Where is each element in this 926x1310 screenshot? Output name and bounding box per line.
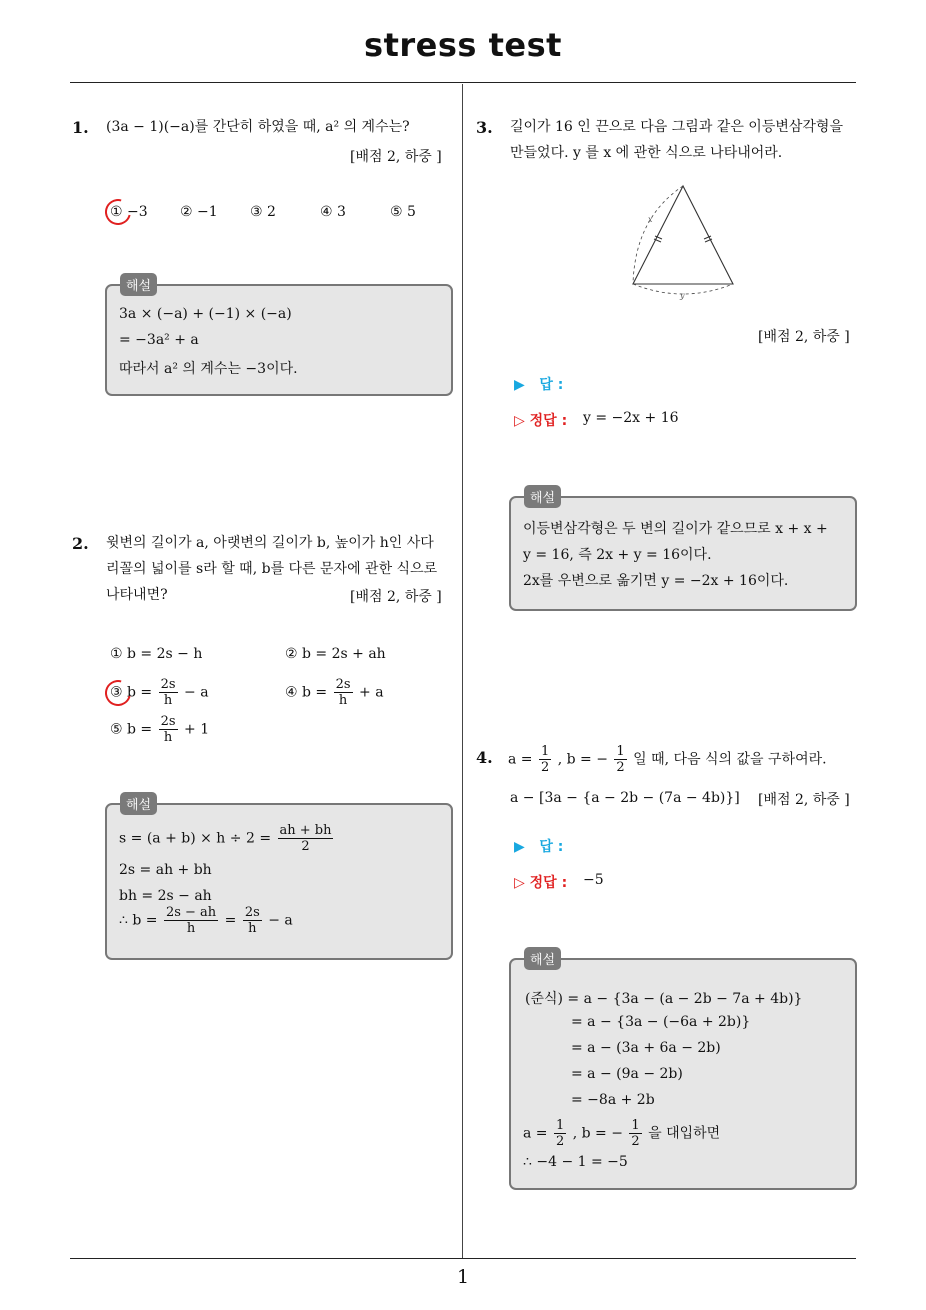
q3-solution-line: y = 16, 즉 2x + y = 16이다. [523,547,712,563]
denominator: 2 [301,839,310,854]
q2-solution-l1-prefix: s = (a + b) × h ÷ 2 = [119,830,272,847]
q3-solution-line: 2x를 우변으로 옮기면 y = −2x + 16이다. [523,573,789,589]
numerator: 1 [555,1118,565,1133]
q2-choice-5-prefix: ⑤ b = [110,721,153,738]
q4-rest: 일 때, 다음 식의 값을 구하여라. [633,751,827,768]
bottom-rule [70,1258,856,1259]
page-title: stress test [364,26,562,64]
q1-solution-box [105,284,453,396]
q1-choice-4[interactable]: ④ 3 [320,204,346,220]
play-icon: ▶ [514,839,525,855]
q1-choice-5[interactable]: ⑤ 5 [390,204,416,220]
q3-correct-value: y = −2x + 16 [583,410,679,426]
q3-correct-label: 정답 : [529,413,568,429]
q2-choice-3-prefix: ③ b = [110,684,153,701]
isosceles-triangle-figure [620,178,745,303]
q1-choice-1[interactable]: ① −3 [110,204,148,220]
q4-solution-l6-rest: 을 대입하면 [648,1125,721,1142]
q4-solution-line-2: = a − {3a − (−6a + 2b)} [571,1014,751,1030]
q2-solution-l4-fraction-2 [243,905,262,936]
outline-play-icon: ▷ [514,875,525,891]
numerator: 1 [631,1118,640,1133]
question-3-text-line: 길이가 16 인 끈으로 다음 그림과 같은 이등변삼각형을 [510,119,843,135]
q4-solution-line-6 [523,1118,720,1149]
q2-solution-line-4 [119,905,293,936]
numerator: 1 [540,744,550,759]
q4-solution-box [509,958,857,1190]
numerator: 2s [244,905,260,920]
q4-solution-line-1: (준식) = a − {3a − (a − 2b − 7a + 4b)} [525,991,803,1007]
denominator: 2 [540,760,550,775]
outline-play-icon: ▷ [514,413,525,429]
q4-answer-label: 답 : [539,839,564,855]
q4-b-prefix: , b = − [557,751,608,768]
q4-solution-l6-b: , b = − [572,1125,623,1142]
q4-correct-value: −5 [583,872,604,888]
numerator: 2s [335,677,351,692]
question-number-1: 1. [72,118,89,137]
q2-solution-l4-fraction-1 [164,905,218,936]
question-2-text-line: 나타내면? [106,587,168,603]
question-4-expression: a − [3a − {a − 2b − (7a − 4b)}] [510,790,740,806]
q2-solution-line-3: bh = 2s − ah [119,888,212,904]
q1-solution-tab: 해설 [120,273,157,296]
q4-a-fraction [539,744,551,775]
q2-solution-l4-suffix: − a [268,912,293,929]
q4-solution-l6-fraction-1 [554,1118,566,1149]
q4-a-prefix: a = [508,751,533,768]
q1-solution-line: 3a × (−a) + (−1) × (−a) [119,306,292,322]
q4-solution-line-7: ∴ −4 − 1 = −5 [523,1154,628,1170]
page-number: 1 [456,1266,470,1288]
figure-label-x: x [648,215,653,224]
question-number-3: 3. [476,118,493,137]
numerator: 1 [616,744,625,759]
q2-solution-line-2: 2s = ah + bh [119,862,212,878]
numerator: 2s [160,677,176,692]
question-number-2: 2. [72,534,89,553]
q2-choice-5[interactable] [110,714,209,745]
denominator: 2 [555,1134,565,1149]
q3-solution-line: 이등변삼각형은 두 변의 길이가 같으므로 x + x + [523,521,828,537]
denominator: h [163,730,173,745]
top-rule [70,82,856,83]
q2-choice-3-fraction [159,677,178,708]
numerator: ah + bh [279,823,332,838]
denominator: 2 [631,1134,640,1149]
q4-answer-row[interactable] [514,836,563,856]
denominator: h [248,921,257,936]
q3-solution-box [509,496,857,611]
triangle-shape [633,186,733,284]
q3-solution-tab: 해설 [524,485,561,508]
q2-choice-5-fraction [159,714,178,745]
q1-solution-line: = −3a² + a [119,332,199,348]
question-4-text [508,744,827,775]
question-number-4: 4. [476,748,493,767]
q4-solution-l6-a: a = [523,1125,548,1142]
q4-solution-l6-fraction-2 [629,1118,641,1149]
question-3-meta: [배점 2, 하중 ] [758,329,850,345]
denominator: h [186,921,196,936]
q2-choice-4[interactable] [285,677,384,708]
q2-solution-tab: 해설 [120,792,157,815]
q4-solution-line-4: = a − (9a − 2b) [571,1066,683,1082]
q2-choice-2[interactable]: ② b = 2s + ah [285,646,386,662]
q2-solution-l1-fraction [278,823,334,854]
denominator: 2 [616,760,625,775]
q2-choice-4-fraction [334,677,353,708]
numerator: 2s − ah [165,905,217,920]
q2-choice-3-suffix: − a [184,684,209,701]
question-2-text-line: 리꼴의 넓이를 s라 할 때, b를 다른 문자에 관한 식으로 [106,561,438,577]
play-icon: ▶ [514,377,525,393]
denominator: h [163,693,173,708]
q2-choice-4-prefix: ④ b = [285,684,328,701]
q2-solution-box [105,803,453,960]
question-2-meta: [배점 2, 하중 ] [350,589,442,605]
column-divider [462,84,463,1258]
q1-choice-3[interactable]: ③ 2 [250,204,276,220]
q2-choice-1[interactable]: ① b = 2s − h [110,646,203,662]
q2-solution-l4-equals: = [224,912,237,929]
question-1-text: (3a − 1)(−a)를 간단히 하였을 때, a² 의 계수는? [106,119,410,135]
question-3-text-line: 만들었다. y 를 x 에 관한 식으로 나타내어라. [510,145,783,161]
q4-solution-tab: 해설 [524,947,561,970]
q4-correct-row [514,872,567,892]
q3-answer-label: 답 : [539,377,564,393]
question-2-text-line: 윗변의 길이가 a, 아랫변의 길이가 b, 높이가 h인 사다 [106,535,434,551]
question-1-meta: [배점 2, 하중 ] [350,149,442,165]
q3-answer-row[interactable] [514,374,563,394]
question-4-meta: [배점 2, 하중 ] [758,792,850,808]
q4-b-fraction [614,744,626,775]
selected-circle-mark [100,194,136,230]
numerator: 2s [160,714,176,729]
denominator: h [338,693,348,708]
figure-label-y: y [680,291,685,300]
q4-solution-line-5: = −8a + 2b [571,1092,655,1108]
q4-solution-line-3: = a − (3a + 6a − 2b) [571,1040,721,1056]
q1-choice-2[interactable]: ② −1 [180,204,218,220]
q1-solution-line: 따라서 a² 의 계수는 −3이다. [119,361,298,377]
q4-correct-label: 정답 : [529,875,568,891]
q2-solution-line-1 [119,823,335,854]
q2-solution-l4-prefix: ∴ b = [119,912,158,929]
q3-correct-row [514,410,567,430]
q2-choice-5-suffix: + 1 [184,721,210,738]
q2-choice-4-suffix: + a [359,684,384,701]
